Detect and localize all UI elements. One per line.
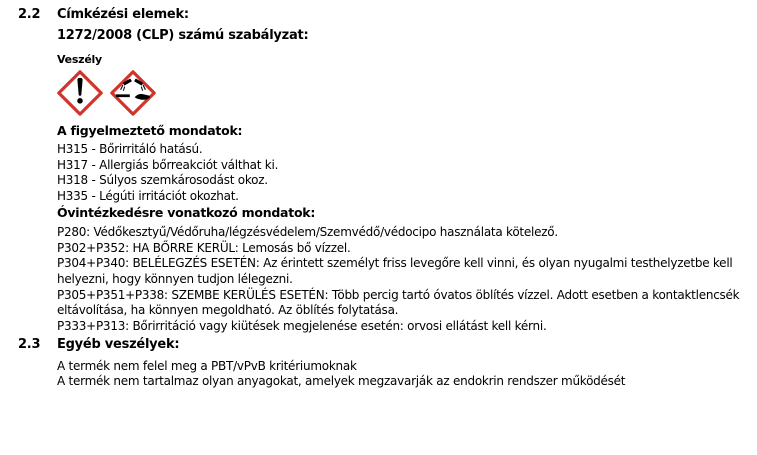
hazard-statement-h317: H317 - Allergiás bőrreakciót válthat ki. — [57, 157, 279, 172]
precautionary-statements-heading: Óvintézkedésre vonatkozó mondatok: — [57, 204, 316, 220]
ghs05-diamond-border — [112, 72, 154, 114]
section-2-3-number: 2.3 — [18, 336, 41, 352]
section-2-2-title: Címkézési elemek: — [57, 7, 189, 22]
section-2-3-content — [57, 359, 755, 390]
section-2-3-heading — [0, 337, 757, 353]
hazard-statement-h318: H318 - Súlyos szemkárosodást okoz. — [57, 173, 268, 188]
section-2-2-number: 2.2 — [18, 7, 41, 22]
ghs05-corrosion-icon — [110, 70, 156, 116]
other-hazards-line-1: A termék nem felel meg a PBT/vPvB kritériumoknak — [57, 358, 357, 373]
hazard-statement-h335: H335 - Légúti irritációt okozhat. — [57, 189, 239, 204]
section-2-2-heading — [0, 7, 757, 23]
corroded-surface — [116, 94, 130, 97]
precautionary-statement-p302: P302+P352: HA BŐRRE KERÜL: Lemosás bő vízzel. — [57, 240, 351, 255]
ghs07-exclamation-icon — [57, 70, 103, 116]
clp-regulation-heading: 1272/2008 (CLP) számú szabályzat: — [57, 28, 309, 43]
precautionary-statement-p333: P333+P313: Bőrirritáció vagy kiütések megjelenése esetén: orvosi ellátást kell kérni. — [57, 319, 547, 334]
signal-word: Veszély — [57, 53, 102, 66]
exclamation-dot — [77, 98, 83, 104]
precautionary-statement-p304: P304+P340: BELÉLEGZÉS ESETÉN: Az érintett személyt friss levegőre kell vinni, és olyan nyugalmi testhelyzetbe kell helyezni, hogy könnyen tudjon lélegezni. — [57, 256, 733, 286]
hazard-statements-heading: A figyelmeztető mondatok: — [57, 123, 243, 138]
hazard-statements-list — [57, 142, 755, 205]
precautionary-statement-p280: P280: Védőkesztyű/Védőruha/légzésvédelem/Szemvédő/védocipo használata kötelező. — [57, 224, 558, 239]
precautionary-statements-list — [57, 225, 755, 335]
other-hazards-line-2: A termék nem tartalmaz olyan anyagokat, amelyek megzavarják az endokrin rendszer működését — [57, 374, 626, 389]
hazard-statement-h315: H315 - Bőrirritáló hatású. — [57, 142, 203, 156]
precautionary-statement-p305: P305+P351+P338: SZEMBE KERÜLÉS ESETÉN: Több percig tartó óvatos öblítés vízzel. Adott esetben a kontaktlencsék eltávolítása, ha könnyen megoldható. Az öblítés folytatása. — [57, 287, 740, 318]
ghs-pictogram-row — [57, 70, 755, 116]
section-2-2-content — [57, 28, 755, 335]
section-2-3-title: Egyéb veszélyek: — [57, 336, 180, 352]
